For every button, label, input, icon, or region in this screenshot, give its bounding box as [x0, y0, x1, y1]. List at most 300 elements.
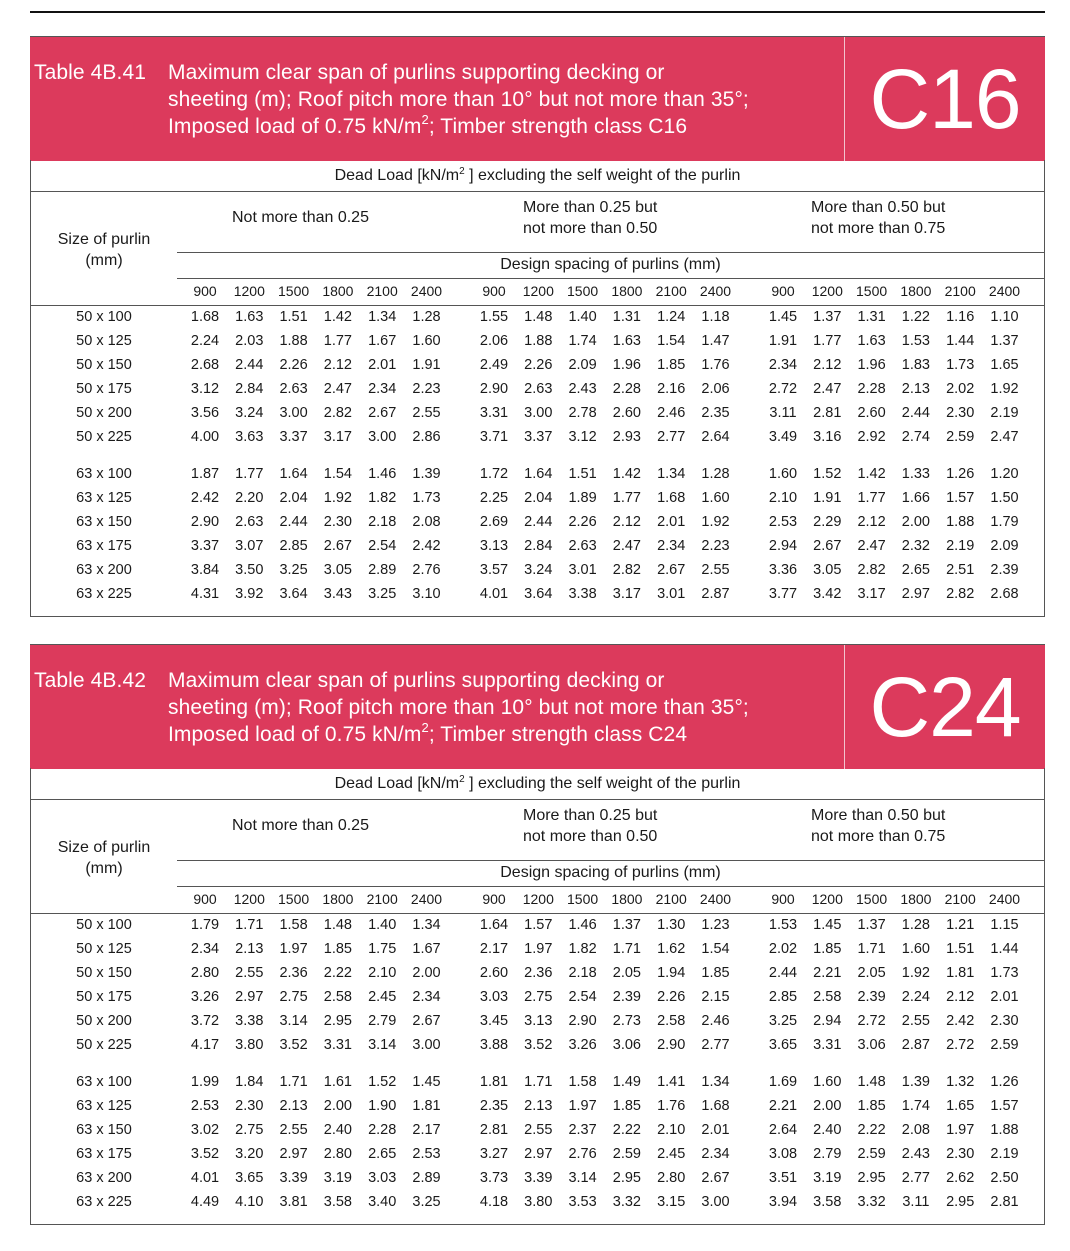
span-value: 3.84	[190, 562, 220, 578]
span-value: 1.88	[990, 1122, 1019, 1138]
purlin-size: 50 x 150	[76, 357, 132, 373]
span-value: 1.52	[813, 466, 842, 482]
span-value: 3.00	[412, 1037, 441, 1053]
span-value: 3.16	[813, 429, 842, 445]
dead-load-text: ] excluding the self weight of the purlin	[464, 167, 741, 184]
load-group-line: More than 0.25 but	[523, 199, 658, 216]
span-value: 3.07	[235, 538, 264, 554]
span-value: 3.52	[279, 1037, 308, 1053]
span-value: 1.65	[990, 357, 1019, 373]
purlin-size: 63 x 100	[76, 1074, 132, 1090]
purlin-size: 50 x 150	[76, 965, 132, 981]
span-value: 3.42	[813, 586, 842, 602]
purlin-size: 50 x 225	[76, 1037, 132, 1053]
span-value: 2.30	[323, 514, 352, 530]
span-value: 3.20	[235, 1146, 264, 1162]
span-value: 1.50	[990, 490, 1019, 506]
span-value: 2.47	[813, 381, 842, 397]
span-value: 1.30	[657, 917, 686, 933]
span-value: 1.37	[857, 917, 886, 933]
span-value: 1.64	[479, 917, 509, 933]
purlin-size: 50 x 200	[76, 405, 132, 421]
span-value: 3.31	[813, 1037, 842, 1053]
span-value: 1.42	[857, 466, 886, 482]
span-value: 1.37	[612, 917, 641, 933]
table-row	[31, 462, 1044, 486]
span-value: 2.30	[946, 405, 975, 421]
span-value: 1.71	[524, 1074, 553, 1090]
spacing-column-header: 1500	[856, 891, 888, 907]
span-value: 2.93	[612, 429, 641, 445]
span-value: 3.08	[768, 1146, 798, 1162]
table-title-line: sheeting (m); Roof pitch more than 10° but not more than 35°;	[168, 88, 749, 111]
span-value: 2.00	[412, 965, 441, 981]
span-value: 1.51	[279, 309, 308, 325]
span-value: 2.92	[857, 429, 886, 445]
span-value: 2.79	[813, 1146, 842, 1162]
span-value: 3.77	[768, 586, 798, 602]
span-value: 3.88	[479, 1037, 509, 1053]
spacing-column-header: 900	[193, 283, 217, 299]
table-header-band	[30, 644, 1045, 769]
strength-class-badge: C16	[869, 52, 1021, 146]
load-group-line: Not more than 0.25	[232, 817, 369, 834]
superscript: 2	[421, 720, 429, 735]
span-value: 2.51	[946, 562, 975, 578]
span-value: 3.12	[190, 381, 220, 397]
span-value: 2.46	[701, 1013, 730, 1029]
purlin-size: 63 x 100	[76, 466, 132, 482]
span-value: 1.26	[990, 1074, 1019, 1090]
span-value: 4.31	[190, 586, 220, 602]
table-number: Table 4B.41	[34, 61, 147, 84]
span-value: 2.74	[901, 429, 930, 445]
span-value: 1.82	[568, 941, 597, 957]
purlin-size: 63 x 175	[76, 1146, 132, 1162]
span-value: 3.72	[190, 1013, 220, 1029]
span-value: 3.25	[412, 1194, 441, 1210]
span-value: 1.28	[701, 466, 730, 482]
span-value: 3.80	[235, 1037, 264, 1053]
span-value: 1.76	[657, 1098, 686, 1114]
table-title-text: Maximum clear span of purlins supporting decking or	[168, 61, 665, 84]
span-value: 1.51	[568, 466, 597, 482]
span-value: 2.55	[524, 1122, 553, 1138]
span-value: 3.64	[279, 586, 308, 602]
span-value: 3.03	[479, 989, 509, 1005]
span-value: 1.60	[901, 941, 930, 957]
span-value: 2.55	[279, 1122, 308, 1138]
spacing-column-header: 900	[482, 891, 506, 907]
span-value: 2.67	[813, 538, 842, 554]
span-value: 2.94	[813, 1013, 842, 1029]
span-value: 2.34	[368, 381, 397, 397]
span-value: 1.92	[990, 381, 1019, 397]
span-value: 1.66	[901, 490, 930, 506]
span-value: 2.12	[857, 514, 886, 530]
span-value: 3.17	[323, 429, 352, 445]
table-row	[31, 534, 1044, 558]
spacing-column-header: 1200	[811, 891, 843, 907]
span-value: 3.57	[479, 562, 509, 578]
span-value: 1.37	[813, 309, 842, 325]
purlin-size: 63 x 175	[76, 538, 132, 554]
span-value: 3.02	[190, 1122, 220, 1138]
span-value: 1.88	[524, 333, 553, 349]
span-value: 2.02	[946, 381, 975, 397]
size-header-line: (mm)	[85, 252, 123, 269]
span-value: 1.44	[946, 333, 975, 349]
span-value: 1.64	[524, 466, 553, 482]
span-value: 3.94	[768, 1194, 798, 1210]
span-value: 1.89	[568, 490, 597, 506]
load-group-header	[177, 191, 1044, 306]
span-value: 2.95	[857, 1170, 886, 1186]
span-value: 1.42	[323, 309, 352, 325]
span-value: 2.40	[813, 1122, 842, 1138]
span-value: 2.65	[368, 1146, 397, 1162]
span-value: 1.91	[412, 357, 441, 373]
span-value: 2.13	[235, 941, 264, 957]
span-value: 1.37	[990, 333, 1019, 349]
table-title-text: Maximum clear span of purlins supporting decking or	[168, 669, 665, 692]
span-value: 1.81	[946, 965, 975, 981]
span-value: 3.63	[235, 429, 264, 445]
span-value: 2.06	[701, 381, 730, 397]
span-value: 2.45	[368, 989, 397, 1005]
span-value: 2.10	[368, 965, 397, 981]
span-value: 2.67	[657, 562, 686, 578]
span-value: 3.25	[768, 1013, 798, 1029]
spacing-column-header: 1500	[567, 283, 599, 299]
span-value: 1.71	[279, 1074, 308, 1090]
span-value: 1.26	[946, 466, 975, 482]
span-value: 1.60	[412, 333, 441, 349]
table-body	[30, 160, 1045, 617]
spacing-column-header: 1200	[522, 891, 554, 907]
span-value: 1.63	[857, 333, 886, 349]
span-value: 2.89	[368, 562, 397, 578]
span-value: 1.49	[612, 1074, 641, 1090]
span-value: 2.19	[946, 538, 975, 554]
span-value: 3.15	[657, 1194, 686, 1210]
span-value: 2.19	[990, 405, 1019, 421]
span-value: 2.82	[857, 562, 886, 578]
span-value: 2.12	[323, 357, 352, 373]
span-value: 1.46	[368, 466, 397, 482]
span-value: 3.50	[235, 562, 264, 578]
table-title-line	[34, 721, 749, 748]
span-value: 3.00	[524, 405, 553, 421]
span-value: 1.74	[568, 333, 597, 349]
load-group-header	[177, 799, 1044, 914]
span-value: 2.63	[524, 381, 553, 397]
span-value: 2.05	[612, 965, 641, 981]
span-value: 3.53	[568, 1194, 597, 1210]
span-value: 2.17	[479, 941, 509, 957]
span-value: 3.92	[235, 586, 264, 602]
purlin-size: 50 x 100	[76, 309, 132, 325]
span-value: 1.62	[657, 941, 686, 957]
span-value: 3.58	[323, 1194, 352, 1210]
span-value: 2.69	[479, 514, 509, 530]
span-value: 2.81	[813, 405, 842, 421]
span-value: 2.42	[946, 1013, 975, 1029]
span-value: 1.92	[323, 490, 352, 506]
load-group-label	[811, 805, 945, 847]
span-value: 4.01	[479, 586, 509, 602]
spacing-column-header: 1800	[900, 891, 932, 907]
span-value: 2.59	[612, 1146, 641, 1162]
span-value: 1.42	[612, 466, 641, 482]
table-row	[31, 305, 1044, 329]
span-value: 3.37	[524, 429, 553, 445]
span-value: 3.13	[524, 1013, 553, 1029]
span-value: 2.50	[990, 1170, 1019, 1186]
span-value: 1.34	[412, 917, 441, 933]
span-value: 1.39	[901, 1074, 930, 1090]
span-value: 1.90	[368, 1098, 397, 1114]
span-value: 2.13	[279, 1098, 308, 1114]
spacing-column-header: 2100	[655, 283, 687, 299]
size-header-line: Size of purlin	[57, 839, 151, 856]
span-value: 4.49	[190, 1194, 220, 1210]
span-value: 1.67	[368, 333, 397, 349]
span-value: 1.96	[612, 357, 641, 373]
span-value: 1.79	[190, 917, 220, 933]
span-value: 1.40	[368, 917, 397, 933]
span-value: 3.38	[568, 586, 597, 602]
span-value: 1.77	[857, 490, 886, 506]
span-value: 3.52	[524, 1037, 553, 1053]
table-row	[31, 961, 1044, 985]
span-value: 1.32	[946, 1074, 975, 1090]
spacing-column-header: 2100	[366, 891, 398, 907]
span-value: 1.77	[235, 466, 264, 482]
span-value: 2.24	[190, 333, 220, 349]
span-value: 3.80	[524, 1194, 553, 1210]
span-value: 3.58	[813, 1194, 842, 1210]
purlin-size: 63 x 225	[76, 586, 132, 602]
span-value: 1.97	[524, 941, 553, 957]
span-value: 2.58	[813, 989, 842, 1005]
span-value: 1.57	[946, 490, 975, 506]
span-value: 1.68	[701, 1098, 730, 1114]
span-value: 1.31	[612, 309, 641, 325]
span-value: 2.34	[768, 357, 798, 373]
span-value: 2.76	[568, 1146, 597, 1162]
span-value: 1.34	[368, 309, 397, 325]
span-value: 3.01	[568, 562, 597, 578]
span-value: 2.55	[901, 1013, 930, 1029]
spacing-column-header: 1500	[278, 283, 310, 299]
table-row	[31, 1118, 1044, 1142]
span-value: 2.53	[412, 1146, 441, 1162]
span-value: 3.19	[813, 1170, 842, 1186]
span-value: 1.88	[946, 514, 975, 530]
spacing-column-header: 1200	[233, 283, 265, 299]
span-value: 2.80	[657, 1170, 686, 1186]
span-value: 1.57	[990, 1098, 1019, 1114]
span-value: 1.67	[412, 941, 441, 957]
span-value: 2.37	[568, 1122, 597, 1138]
span-value: 2.75	[524, 989, 553, 1005]
span-value: 1.60	[813, 1074, 842, 1090]
spacing-column-header: 2100	[655, 891, 687, 907]
span-value: 3.64	[524, 586, 553, 602]
span-value: 3.39	[279, 1170, 308, 1186]
span-value: 2.89	[412, 1170, 441, 1186]
span-value: 2.97	[901, 586, 930, 602]
table-header-band	[30, 36, 1045, 161]
spacing-column-header: 900	[482, 283, 506, 299]
span-value: 2.04	[279, 490, 308, 506]
span-value: 3.14	[368, 1037, 397, 1053]
load-group-label	[523, 805, 657, 847]
span-value: 1.97	[946, 1122, 975, 1138]
span-value: 1.79	[990, 514, 1019, 530]
span-value: 2.47	[857, 538, 886, 554]
span-value: 1.24	[657, 309, 686, 325]
span-value: 1.52	[368, 1074, 397, 1090]
span-value: 1.71	[857, 941, 886, 957]
span-value: 2.34	[412, 989, 441, 1005]
span-value: 2.45	[657, 1146, 686, 1162]
span-value: 2.01	[990, 989, 1019, 1005]
span-value: 2.47	[612, 538, 641, 554]
load-group-line: More than 0.50 but	[811, 807, 946, 824]
dead-load-text: ] excluding the self weight of the purlin	[464, 775, 741, 792]
span-value: 2.24	[901, 989, 930, 1005]
span-value: 3.05	[323, 562, 352, 578]
span-value: 1.51	[946, 941, 975, 957]
span-value: 2.10	[657, 1122, 686, 1138]
span-value: 3.27	[479, 1146, 509, 1162]
purlin-size: 63 x 225	[76, 1194, 132, 1210]
span-value: 2.08	[412, 514, 441, 530]
purlin-size: 63 x 200	[76, 562, 132, 578]
span-value: 1.20	[990, 466, 1019, 482]
purlin-size: 50 x 175	[76, 381, 132, 397]
span-value: 2.42	[412, 538, 441, 554]
span-value: 3.10	[412, 586, 441, 602]
span-value: 3.49	[768, 429, 798, 445]
span-value: 2.47	[990, 429, 1019, 445]
span-value: 2.01	[701, 1122, 730, 1138]
spacing-column-header: 2400	[699, 283, 732, 299]
span-value: 3.00	[701, 1194, 730, 1210]
table-title	[34, 667, 749, 748]
span-value: 2.18	[568, 965, 597, 981]
table-title	[34, 59, 749, 140]
design-spacing-heading: Design spacing of purlins (mm)	[177, 860, 1044, 887]
span-value: 2.00	[323, 1098, 352, 1114]
span-value: 1.85	[323, 941, 352, 957]
span-value: 2.55	[701, 562, 730, 578]
spacing-column-header: 2400	[410, 283, 443, 299]
span-value: 1.41	[657, 1074, 686, 1090]
span-value: 2.32	[901, 538, 930, 554]
span-value: 1.57	[524, 917, 553, 933]
purlin-size: 50 x 100	[76, 917, 132, 933]
span-value: 1.92	[901, 965, 930, 981]
span-value: 1.33	[901, 466, 930, 482]
size-of-purlin-header	[31, 799, 177, 914]
span-value: 1.85	[857, 1098, 886, 1114]
span-value: 2.22	[612, 1122, 641, 1138]
spacing-column-header: 1200	[522, 283, 554, 299]
spacing-column-header: 1500	[856, 283, 888, 299]
span-value: 2.80	[323, 1146, 352, 1162]
strength-class-badge: C24	[869, 660, 1021, 754]
span-value: 3.05	[813, 562, 842, 578]
span-value: 2.85	[768, 989, 798, 1005]
span-value: 2.19	[990, 1146, 1019, 1162]
span-value: 3.25	[279, 562, 308, 578]
span-value: 3.24	[235, 405, 264, 421]
span-value: 2.85	[279, 538, 308, 554]
purlin-size: 50 x 200	[76, 1013, 132, 1029]
span-value: 1.54	[323, 466, 352, 482]
span-value: 2.78	[568, 405, 597, 421]
span-value: 1.65	[946, 1098, 975, 1114]
span-value: 2.97	[279, 1146, 308, 1162]
span-value: 2.60	[479, 965, 509, 981]
span-value: 3.13	[479, 538, 509, 554]
span-value: 1.75	[368, 941, 397, 957]
span-value: 2.84	[235, 381, 264, 397]
span-value: 2.65	[901, 562, 930, 578]
span-value: 2.67	[412, 1013, 441, 1029]
span-value: 2.30	[990, 1013, 1019, 1029]
span-value: 3.37	[190, 538, 220, 554]
span-value: 2.23	[701, 538, 730, 554]
span-value: 3.65	[768, 1037, 798, 1053]
dead-load-text: Dead Load [kN/m	[334, 775, 460, 792]
span-value: 3.31	[323, 1037, 352, 1053]
span-value: 3.43	[323, 586, 352, 602]
span-value: 2.90	[479, 381, 509, 397]
span-value: 2.63	[568, 538, 597, 554]
span-value: 2.87	[901, 1037, 930, 1053]
spacing-column-header: 1800	[322, 891, 354, 907]
spacing-header-row	[177, 277, 1044, 305]
span-value: 2.46	[657, 405, 686, 421]
span-value: 3.26	[190, 989, 220, 1005]
spacing-column-header: 900	[771, 283, 795, 299]
span-value: 2.75	[279, 989, 308, 1005]
span-value: 1.54	[657, 333, 686, 349]
span-value: 2.02	[768, 941, 798, 957]
span-value: 2.35	[479, 1098, 509, 1114]
size-of-purlin-header	[31, 191, 177, 306]
span-value: 1.92	[701, 514, 730, 530]
span-value: 1.68	[190, 309, 220, 325]
span-value: 3.06	[612, 1037, 641, 1053]
span-value: 3.06	[857, 1037, 886, 1053]
span-value: 2.77	[901, 1170, 930, 1186]
span-value: 1.40	[568, 309, 597, 325]
span-value: 2.12	[813, 357, 842, 373]
table-title-line: sheeting (m); Roof pitch more than 10° but not more than 35°;	[168, 696, 749, 719]
span-value: 2.62	[946, 1170, 975, 1186]
size-header-text	[31, 837, 177, 879]
table-row	[31, 1166, 1044, 1190]
table-row	[31, 377, 1044, 401]
span-value: 2.44	[901, 405, 930, 421]
span-value: 1.85	[612, 1098, 641, 1114]
span-value: 1.84	[235, 1074, 264, 1090]
